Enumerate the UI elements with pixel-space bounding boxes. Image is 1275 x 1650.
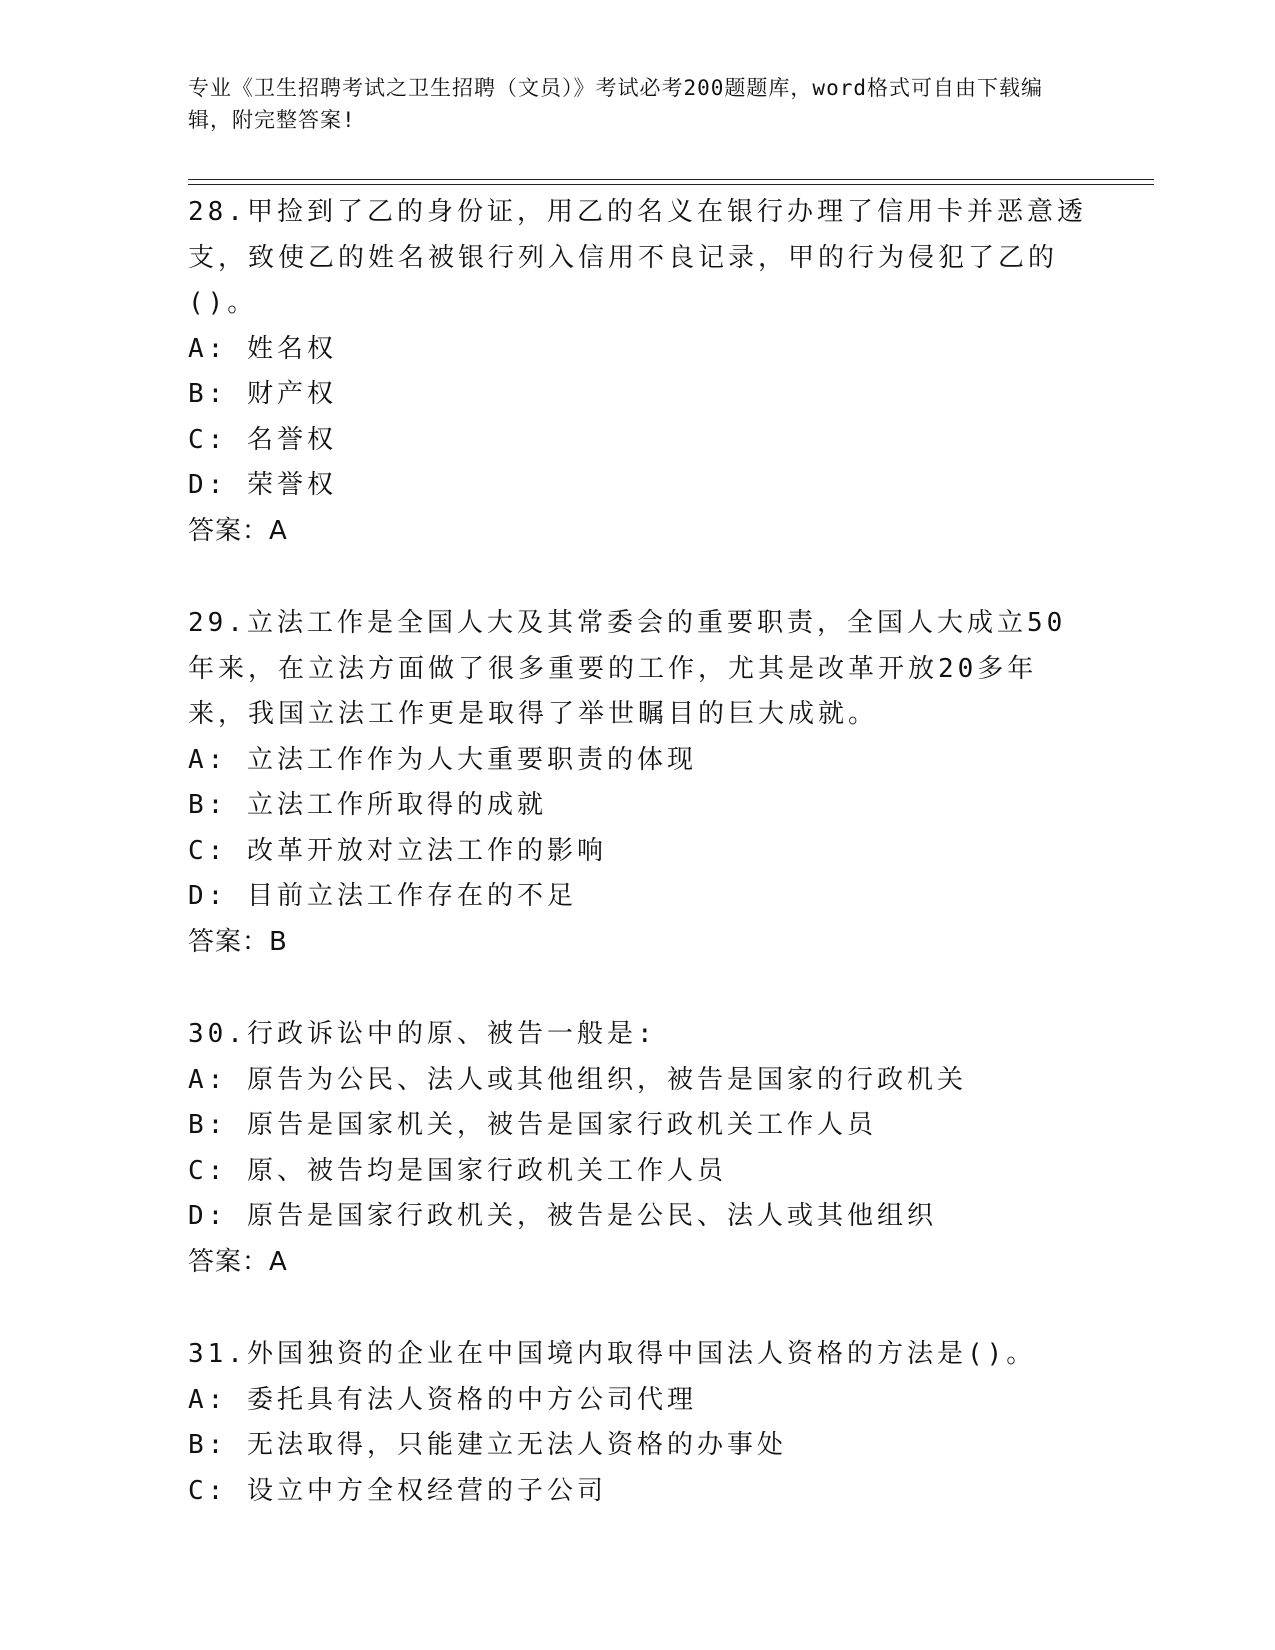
option-c: C: 原、被告均是国家行政机关工作人员 (188, 1155, 727, 1186)
option-b: B: 立法工作所取得的成就 (188, 790, 547, 820)
question-31 (188, 1332, 1088, 1514)
option-d: D: 荣誉权 (188, 470, 337, 500)
option-c: C: 改革开放对立法工作的影响 (188, 835, 607, 866)
option-b: B: 财产权 (188, 379, 337, 409)
answer: 答案：A (188, 515, 288, 546)
option-a: A: 立法工作作为人大重要职责的体现 (188, 744, 697, 775)
option-b: B: 无法取得，只能建立无法人资格的办事处 (188, 1430, 787, 1460)
option-d: D: 原告是国家行政机关，被告是公民、法人或其他组织 (188, 1201, 937, 1231)
question-29 (188, 601, 1088, 965)
question-stem: 30.行政诉讼中的原、被告一般是: (188, 1019, 657, 1049)
question-stem: 29.立法工作是全国人大及其常委会的重要职责，全国人大成立50年来，在立法方面做了很多重要的工作，尤其是改革开放20多年来，我国立法工作更是取得了举世瞩目的巨大成就。 (188, 608, 1067, 729)
document-header (188, 72, 1068, 136)
option-b: B: 原告是国家机关，被告是国家行政机关工作人员 (188, 1110, 877, 1140)
header-divider-bottom (188, 184, 1154, 185)
answer: 答案：A (188, 1246, 288, 1277)
question-list (188, 190, 1088, 1514)
option-d: D: 目前立法工作存在的不足 (188, 881, 577, 911)
question-spacer (188, 554, 1088, 601)
option-a: A: 原告为公民、法人或其他组织，被告是国家的行政机关 (188, 1064, 967, 1095)
option-a: A: 姓名权 (188, 333, 337, 364)
question-28 (188, 190, 1088, 554)
header-divider-top (188, 179, 1154, 180)
question-30 (188, 1012, 1088, 1285)
question-spacer (188, 965, 1088, 1012)
header-title: 专业《卫生招聘考试之卫生招聘（文员）》考试必考200题题库，word格式可自由下载编辑，附完整答案! (188, 76, 1043, 132)
option-a: A: 委托具有法人资格的中方公司代理 (188, 1384, 697, 1415)
question-spacer (188, 1285, 1088, 1332)
option-c: C: 设立中方全权经营的子公司 (188, 1475, 607, 1506)
option-c: C: 名誉权 (188, 424, 337, 455)
question-stem: 28.甲捡到了乙的身份证，用乙的名义在银行办理了信用卡并恶意透支，致使乙的姓名被银行列入信用不良记录，甲的行为侵犯了乙的()。 (188, 197, 1087, 318)
question-stem: 31.外国独资的企业在中国境内取得中国法人资格的方法是()。 (188, 1339, 1037, 1369)
answer: 答案：B (188, 926, 288, 957)
